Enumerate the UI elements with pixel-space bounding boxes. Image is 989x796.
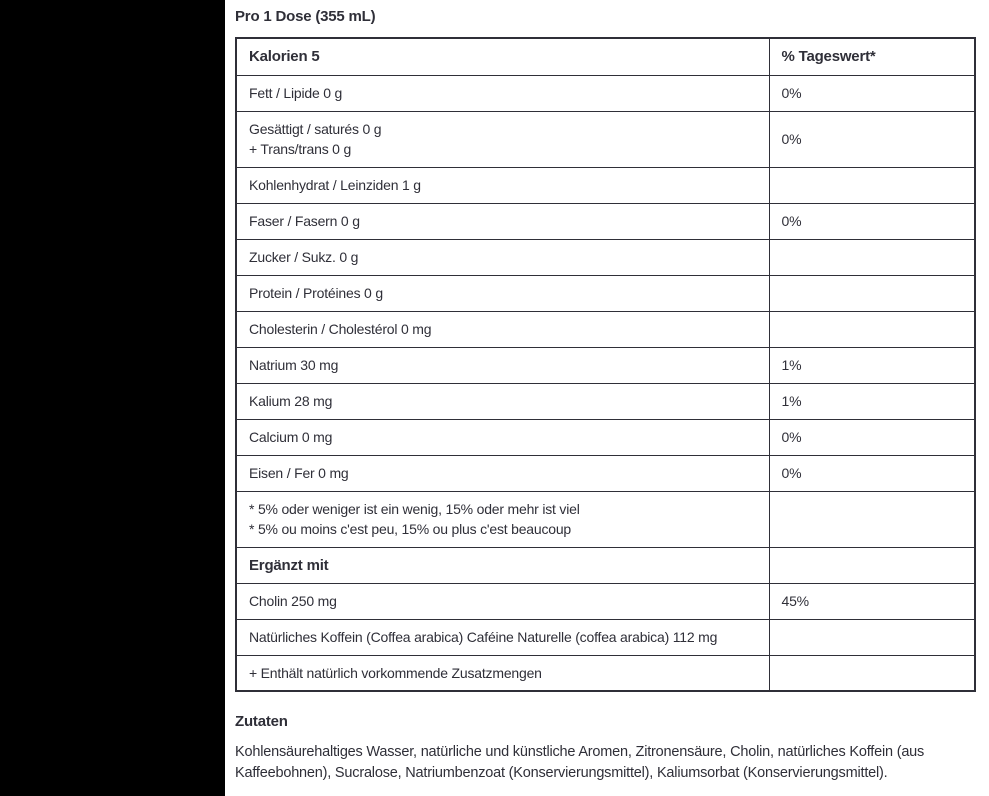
daily-value-cell [769,491,975,547]
table-row [236,111,975,167]
nutrient-cell [236,383,769,419]
serving-size-title: Pro 1 Dose (355 mL) [235,8,376,25]
daily-value-cell: 45% [769,583,975,619]
nutrient-cell [236,655,769,691]
nutrient-line: Faser / Fasern 0 g [249,213,360,229]
nutrient-line: Cholesterin / Cholestérol 0 mg [249,321,432,337]
nutrient-cell [236,203,769,239]
nutrient-cell [236,619,769,655]
nutrient-line: * 5% oder weniger ist ein wenig, 15% oder mehr ist viel [249,501,580,517]
table-row [236,275,975,311]
daily-value-cell [769,311,975,347]
nutrient-cell [236,311,769,347]
left-black-panel [0,0,225,796]
table-row [236,619,975,655]
nutrient-cell [236,167,769,203]
nutrition-table-body [236,75,975,691]
table-row [236,239,975,275]
nutrient-line: Cholin 250 mg [249,593,337,609]
daily-value-cell: 0% [769,111,975,167]
nutrient-line: Eisen / Fer 0 mg [249,465,349,481]
nutrient-line: Ergänzt mit [249,556,329,574]
nutrient-cell [236,111,769,167]
table-row [236,75,975,111]
daily-value-header-cell: % Tageswert* [769,38,975,75]
ingredients-heading: Zutaten [235,713,288,730]
nutrient-line: Natrium 30 mg [249,357,339,373]
nutrient-line: Gesättigt / saturés 0 g [249,121,382,137]
table-row [236,167,975,203]
nutrient-cell [236,419,769,455]
nutrient-line: Natürliches Koffein (Coffea arabica) Caféine Naturelle (coffea arabica) 112 mg [249,629,718,645]
nutrient-line: + Enthält natürlich vorkommende Zusatzmengen [249,664,542,681]
daily-value-cell [769,619,975,655]
table-row [236,455,975,491]
nutrition-table [235,37,976,692]
table-row [236,491,975,547]
nutrient-cell [236,583,769,619]
nutrient-cell [236,275,769,311]
daily-value-cell [769,547,975,583]
nutrient-line: + Trans/trans 0 g [249,141,352,157]
table-header-row [236,38,975,75]
daily-value-cell: 0% [769,203,975,239]
nutrient-line: Fett / Lipide 0 g [249,85,343,101]
calories-header-cell: Kalorien 5 [236,38,769,75]
table-row [236,311,975,347]
table-row [236,383,975,419]
daily-value-cell [769,655,975,691]
daily-value-cell: 1% [769,347,975,383]
daily-value-cell: 0% [769,75,975,111]
daily-value-cell: 1% [769,383,975,419]
table-row [236,655,975,691]
table-row [236,203,975,239]
nutrient-cell [236,239,769,275]
nutrient-cell [236,75,769,111]
nutrient-line: * 5% ou moins c'est peu, 15% ou plus c'est beaucoup [249,521,572,537]
nutrient-cell [236,491,769,547]
daily-value-cell [769,167,975,203]
nutrient-line: Protein / Protéines 0 g [249,285,383,301]
nutrient-line: Calcium 0 mg [249,429,333,445]
table-row [236,419,975,455]
daily-value-cell: 0% [769,419,975,455]
nutrient-cell [236,347,769,383]
daily-value-cell: 0% [769,455,975,491]
nutrient-cell [236,455,769,491]
table-row [236,583,975,619]
daily-value-cell [769,275,975,311]
table-row [236,347,975,383]
nutrient-line: Kalium 28 mg [249,393,333,409]
table-row [236,547,975,583]
ingredients-text: Kohlensäurehaltiges Wasser, natürliche und künstliche Aromen, Zitronensäure, Cholin, natürliches Koffein (aus Kaffeebohnen), Sucralose, Natriumbenzoat (Konservierungsmittel), Kaliumsorbat (Konservierungsmittel). [235,744,925,781]
nutrient-line: Kohlenhydrat / Leinziden 1 g [249,177,421,193]
daily-value-cell [769,239,975,275]
nutrient-line: Zucker / Sukz. 0 g [249,249,359,265]
nutrient-cell [236,547,769,583]
nutrition-facts-section [235,0,974,784]
